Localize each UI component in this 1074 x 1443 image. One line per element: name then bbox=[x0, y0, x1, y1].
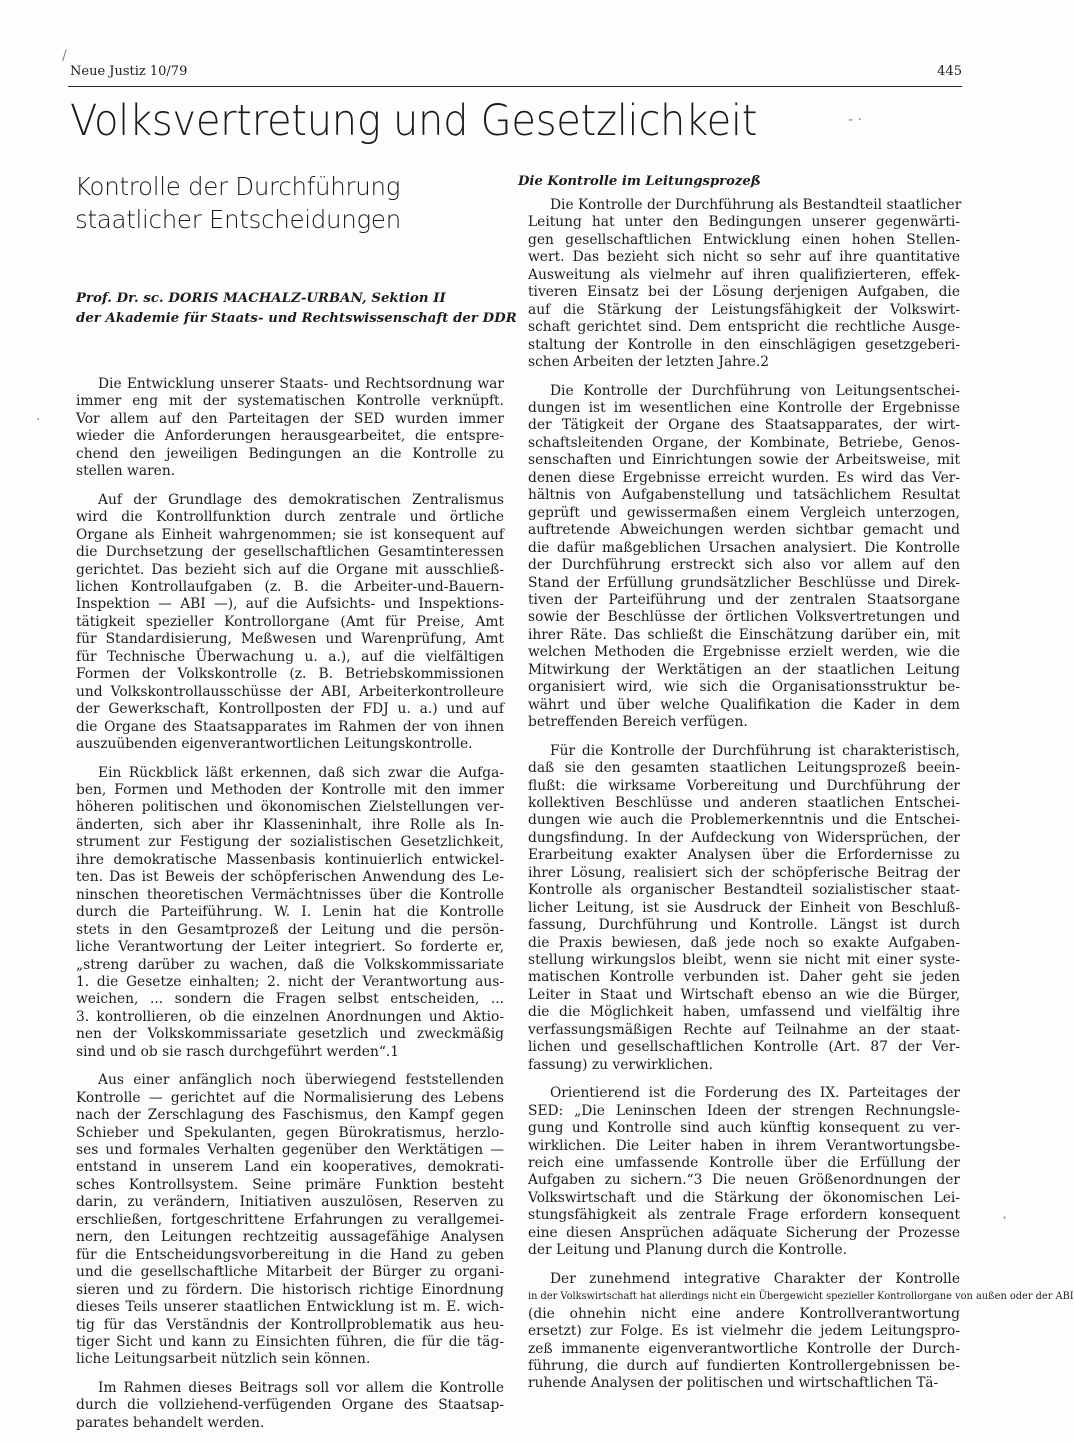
text-line: führung, die durch auf fundierten Kontrollergebnissen be- bbox=[528, 1358, 960, 1374]
text-line: matischen Kontrolle verbunden ist. Daher geht sie jeden bbox=[528, 969, 960, 986]
text-line: schaft gerichtet sind. Dem entspricht die rechtliche Ausge- bbox=[528, 319, 960, 336]
text-line: schen Arbeiten der letzten Jahre.2 bbox=[528, 354, 769, 371]
text-line: wert. Das bezieht sich nicht so sehr auf ihre quantitative bbox=[528, 249, 960, 266]
text-line: auf die Stärkung der Leistungsfähigkeit der Volkswirt- bbox=[528, 301, 960, 318]
text-line: Ausweitung als vielmehr auf ihren qualifizierteren, effek- bbox=[528, 266, 960, 283]
text-line: dieses Teils unserer staatlichen Entwicklung ist m. E. wich- bbox=[76, 1299, 504, 1316]
text-line: tätigkeit spezieller Kontrollorgane (Amt für Preise, Amt bbox=[76, 613, 504, 630]
text-line: für die Entscheidungsvorbereitung in die Hand zu geben bbox=[76, 1246, 504, 1263]
paragraph bbox=[528, 197, 960, 372]
text-line: nach der Zerschlagung des Faschismus, den Kampf gegen bbox=[76, 1107, 504, 1124]
text-line: betreffenden Bereich verfügen. bbox=[528, 714, 748, 731]
text-line: ihre demokratische Massenbasis kontinuierlich entwickel- bbox=[76, 851, 504, 868]
paragraph bbox=[76, 1380, 504, 1432]
paragraph bbox=[76, 1072, 504, 1369]
left-column bbox=[75, 170, 517, 1443]
text-line: ruhende Analysen der politischen und wirtschaftlichen Tä- bbox=[528, 1375, 939, 1392]
text-line: chend den jeweiligen Bedingungen an die Kontrolle zu bbox=[76, 445, 504, 462]
text-line: auszuübenden eigenverantwortlichen Leitungskontrolle. bbox=[76, 736, 473, 753]
text-line: die Organe des Staatsapparates im Rahmen der von ihnen bbox=[76, 718, 504, 735]
text-line: Volkswirtschaft und die Stärkung der ökonomischen Lei- bbox=[528, 1189, 960, 1206]
text-line: stellung wirkungslos bleibt, wenn sie nicht mit einer syste- bbox=[528, 952, 960, 969]
text-line: der Durchführung erstreckt sich also vor allem auf den bbox=[528, 557, 960, 574]
article-title-line: staatlicher Entscheidungen bbox=[75, 205, 401, 234]
text-line: darin, zu verändern, Initiativen auszulösen, Reserven zu bbox=[76, 1194, 504, 1211]
text-line: denen diese Ergebnisse erreicht wurden. Es wird das Ver- bbox=[528, 469, 960, 486]
text-line: geprüft und gewissermaßen einem Vergleich unterzogen, bbox=[528, 504, 960, 521]
text-line: kollektiven Beschlüsse und anderen staatlichen Entschei- bbox=[528, 794, 960, 811]
text-line: Auf der Grundlage des demokratischen Zentralismus bbox=[98, 491, 504, 508]
paragraph bbox=[76, 765, 504, 1062]
paragraph bbox=[76, 376, 504, 481]
section-title: Volksvertretung und Gesetzlichkeit bbox=[70, 96, 758, 146]
text-line: die dafür maßgeblichen Ursachen analysiert. Die Kontrolle bbox=[528, 539, 960, 556]
text-line: durch die vollziehend-verfügenden Organe des Staatsap- bbox=[76, 1397, 504, 1414]
text-line: Die Kontrolle der Durchführung als Bestandteil staatlicher bbox=[550, 197, 962, 213]
paragraph bbox=[528, 1270, 1074, 1393]
text-line: hältnis von Aufgabenstellung und tatsächlichem Resultat bbox=[528, 487, 960, 504]
text-line: tig für das Verständnis der Kontrollproblematik aus heu- bbox=[76, 1316, 504, 1333]
text-line: ihrer Lösung, realisiert sich der schöpferische Beitrag der bbox=[528, 864, 960, 881]
article-title bbox=[75, 170, 504, 236]
text-line: lichen und gesellschaftlichen Kontrolle (Art. 87 der Ver- bbox=[528, 1039, 960, 1056]
text-line: für Standardisierung, Meßwesen und Warenprüfung, Amt bbox=[76, 631, 504, 648]
text-line: erschließen, fortgeschrittene Erfahrungen zu verallgemei- bbox=[76, 1211, 504, 1228]
page-number: 445 bbox=[937, 64, 962, 79]
paragraph bbox=[528, 383, 960, 732]
author-line: Prof. Dr. sc. DORIS MACHALZ-URBAN, Sektion II bbox=[76, 291, 446, 306]
text-line: 1. die Gesetze einhalten; 2. nicht der Verantwortung aus- bbox=[76, 973, 504, 990]
journal-issue: Neue Justiz 10/79 bbox=[70, 64, 188, 79]
text-line: Vor allem auf den Parteitagen der SED wurden immer bbox=[76, 410, 504, 427]
text-line: tiveren Einsatz bei der Lösung derjenigen Aufgaben, die bbox=[528, 284, 960, 301]
text-line: durch die Parteiführung. W. I. Lenin hat die Kontrolle bbox=[76, 904, 504, 921]
text-line: ninschen theoretischen Vermächtnisses über die Kontrolle bbox=[76, 886, 504, 903]
article-title-line: Kontrolle der Durchführung bbox=[75, 172, 401, 201]
scan-mark: · bbox=[1002, 1208, 1008, 1227]
text-line: stellen waren. bbox=[76, 463, 176, 480]
text-line: die Durchsetzung der gesellschaftlichen Gesamtinteressen bbox=[76, 544, 504, 561]
text-line: höheren politischen und ökonomischen Zielstellungen ver- bbox=[76, 799, 504, 816]
text-line: fassung, Durchführung und Kontrolle. Längst ist durch bbox=[528, 917, 960, 934]
text-line: auftretende Abweichungen werden sichtbar gemacht und bbox=[528, 522, 960, 539]
text-line: in der Volkswirtschaft hat allerdings nicht ein Übergewicht spezieller Kontrollorgane von außen oder der ABI bbox=[528, 1291, 1074, 1303]
text-line: stungsfähigkeit als zentrale Frage erfordern konsequent bbox=[528, 1207, 960, 1224]
text-line: gung und Kontrolle sind auch künftig konsequent zu ver- bbox=[528, 1120, 960, 1137]
subheading: Die Kontrolle im Leitungsprozeß bbox=[518, 174, 761, 189]
text-line: SED: „Die Leninschen Ideen der strengen Rechnungsle- bbox=[528, 1102, 960, 1119]
text-line: gen gesellschaftlichen Entwicklung einen hohen Stellen- bbox=[528, 231, 960, 248]
text-line: ten. Das ist Beweis der schöpferischen Anwendung des Le- bbox=[76, 869, 504, 886]
text-line: dungsfindung. In der Aufdeckung von Widersprüchen, der bbox=[528, 829, 960, 846]
text-line: licher Leitung, ist sie Ausdruck der Einheit von Beschluß- bbox=[528, 899, 960, 916]
text-line: dungen wie auch die Problemerkenntnis und die Entschei- bbox=[528, 812, 960, 829]
text-line: schaftsleitenden Organe, der Kombinate, Betriebe, Genos- bbox=[528, 434, 960, 451]
text-line: Für die Kontrolle der Durchführung ist charakteristisch, bbox=[550, 742, 960, 759]
text-line: parates behandelt werden. bbox=[76, 1414, 265, 1431]
right-column-body bbox=[528, 197, 1074, 1393]
text-line: immer eng mit der systematischen Kontrolle verknüpft. bbox=[76, 393, 504, 410]
text-line: „streng darüber zu wachen, daß die Volkskommissariate bbox=[76, 956, 504, 973]
text-line: verfassungsmäßigen Rechte auf Teilnahme an der staat- bbox=[528, 1021, 960, 1038]
right-column bbox=[518, 172, 1074, 1404]
scan-mark: / bbox=[62, 48, 67, 64]
text-line: Der zunehmend integrative Charakter der Kontrolle bbox=[550, 1270, 960, 1287]
text-line: Kontrolle als organischer Bestandteil sozialistischer staat- bbox=[528, 882, 960, 899]
paragraph bbox=[76, 492, 504, 754]
paragraph bbox=[528, 1085, 960, 1260]
scan-mark: · bbox=[36, 412, 41, 428]
text-line: für Technische Überwachung u. a.), auf die vielfältigen bbox=[76, 648, 504, 665]
text-line: staltung der Kontrolle in den einschlägigen gesetzgeberi- bbox=[528, 336, 960, 353]
text-line: ihrer Räte. Das schließt die Einschätzung darüber ein, mit bbox=[528, 626, 960, 643]
text-line: und die gesellschaftliche Mitarbeit der Bürger zu organi- bbox=[76, 1264, 504, 1281]
text-line: die die Möglichkeit haben, umfassend und vielfältig ihre bbox=[528, 1004, 960, 1021]
author-byline bbox=[76, 289, 517, 329]
text-line: Schieber und Spekulanten, gegen Bürokratismus, herzlo- bbox=[76, 1124, 504, 1141]
text-line: Stand der Erfüllung grundsätzlicher Beschlüsse und Direk- bbox=[528, 574, 960, 591]
text-line: der Gewerkschaft, Kontrollposten der FDJ u. a.) und auf bbox=[76, 701, 504, 718]
running-head bbox=[70, 64, 962, 84]
text-line: organisiert wird, wie sich die Organisationsstruktur be- bbox=[528, 679, 960, 696]
text-line: Leiter in Staat und Wirtschaft ebenso an wie die Bürger, bbox=[528, 986, 960, 1003]
text-line: wieder die Anforderungen herausgearbeitet, die entspre- bbox=[76, 428, 504, 445]
text-line: dungen ist im wesentlichen eine Kontrolle der Ergebnisse bbox=[528, 399, 960, 416]
text-line: Mitwirkung der Werktätigen an der staatlichen Leitung bbox=[528, 661, 960, 678]
text-line: zeß immanente eigenverantwortliche Kontrolle der Durch- bbox=[528, 1340, 960, 1357]
text-line: Formen der Volkskontrolle (z. B. Betriebskommissionen bbox=[76, 666, 504, 683]
text-line: Die Kontrolle der Durchführung von Leitungsentschei- bbox=[550, 382, 960, 399]
text-line: stets in den Gesamtprozeß der Leitung und die persön- bbox=[76, 921, 504, 938]
left-column-body bbox=[76, 376, 504, 1432]
text-line: sowie der Beschlüsse der örtlichen Volksvertretungen und bbox=[528, 609, 960, 626]
text-line: Leitung hat unter den Bedingungen unserer gegenwärti- bbox=[528, 214, 960, 231]
text-line: flußt: die wirksame Vorbereitung und Durchführung der bbox=[528, 777, 960, 794]
text-line: wird die Kontrollfunktion durch zentrale und örtliche bbox=[76, 509, 504, 526]
text-line: fassung) zu verwirklichen. bbox=[528, 1056, 714, 1073]
text-line: liche Verantwortung der Leiter integriert. So forderte er, bbox=[76, 939, 504, 956]
text-line: Inspektion — ABI —), auf die Aufsichts- und Inspektions- bbox=[76, 596, 504, 613]
text-line: Im Rahmen dieses Beitrags soll vor allem die Kontrolle bbox=[98, 1379, 504, 1396]
text-line: tiven der Parteiführung und der zentralen Staatsorgane bbox=[528, 591, 960, 608]
text-line: die Praxis bewiesen, daß jede noch so exakte Aufgaben- bbox=[528, 934, 960, 951]
text-line: weichen, ... sondern die Fragen selbst entscheiden, ... bbox=[76, 991, 504, 1008]
text-line: daß sie den gesamten staatlichen Leitungsprozeß beein- bbox=[528, 760, 960, 777]
text-line: sieren und zu fördern. Die historisch richtige Einordnung bbox=[76, 1281, 504, 1298]
text-line: tiger Sicht und kann zu Einsichten führen, die für die täg- bbox=[76, 1334, 504, 1351]
text-line: der Tätigkeit der Organe des Staatsapparates, der wirt- bbox=[528, 417, 960, 434]
scan-mark: - · bbox=[848, 112, 862, 128]
text-line: strument zur Festigung der sozialistischen Gesetzlichkeit, bbox=[76, 834, 504, 851]
text-line: änderten, sich aber ihr Klasseninhalt, ihre Rolle als In- bbox=[76, 816, 504, 833]
text-line: liche Leitungsarbeit nützlich sein können. bbox=[76, 1351, 371, 1368]
text-line: sind und ob sie rasch durchgeführt werden“.1 bbox=[76, 1043, 400, 1060]
text-line: ses und formales Verhalten gegenüber den Werktätigen — bbox=[76, 1142, 504, 1159]
text-line: wirklichen. Die Leiter haben in ihrem Verantwortungsbe- bbox=[528, 1137, 960, 1154]
text-line: Organe als Einheit wahrgenommen; sie ist konsequent auf bbox=[76, 526, 504, 543]
text-line: (die ohnehin nicht eine andere Kontrollverantwortung bbox=[528, 1305, 960, 1322]
text-line: reich eine umfassende Kontrolle über die Erfüllung der bbox=[528, 1155, 960, 1172]
paragraph bbox=[528, 743, 960, 1075]
text-line: eine diesen Ansprüchen adäquate Sicherung der Prozesse bbox=[528, 1224, 960, 1241]
text-line: Orientierend ist die Forderung des IX. Parteitages der bbox=[550, 1085, 960, 1102]
text-line: welchen Methoden die Ergebnisse erzielt werden, wie die bbox=[528, 644, 960, 661]
text-line: sches Kontrollsystem. Seine primäre Funktion besteht bbox=[76, 1176, 504, 1193]
text-line: Kontrolle — gerichtet auf die Normalisierung des Lebens bbox=[76, 1089, 504, 1106]
text-line: Aufgaben zu sichern.“3 Die neuen Größenordnungen der bbox=[528, 1172, 960, 1189]
text-line: ben, Formen und Methoden der Kontrolle mit den immer bbox=[76, 781, 504, 798]
text-line: nern, den Leitungen rechtzeitig aussagefähige Analysen bbox=[76, 1229, 504, 1246]
text-line: Ein Rückblick läßt erkennen, daß sich zwar die Aufga- bbox=[98, 764, 504, 781]
text-line: nen der Volkskommissariate gesetzlich und zweckmäßig bbox=[76, 1026, 504, 1043]
text-line: gerichtet. Das bezieht sich auf die Organe mit ausschließ- bbox=[76, 561, 504, 578]
text-line: währt und über welche Qualifikation die Kader in dem bbox=[528, 696, 960, 713]
text-line: Erarbeitung exakter Analysen über die Erfordernisse zu bbox=[528, 847, 960, 864]
author-line: der Akademie für Staats- und Rechtswissenschaft der DDR bbox=[76, 311, 517, 326]
text-line: und Volkskontrollausschüsse der ABI, Arbeiterkontrolleure bbox=[76, 683, 504, 700]
text-line: ersetzt) zur Folge. Es ist vielmehr die jedem Leitungspro- bbox=[528, 1323, 960, 1340]
text-line: senschaften und Einrichtungen sowie der Arbeitsweise, mit bbox=[528, 452, 960, 469]
text-line: der Leitung und Planung durch die Kontrolle. bbox=[528, 1242, 848, 1259]
header-rule bbox=[68, 86, 962, 87]
text-line: Aus einer anfänglich noch überwiegend feststellenden bbox=[98, 1072, 504, 1089]
text-line: entstand in unserem Land ein kooperatives, demokrati- bbox=[76, 1159, 504, 1176]
text-line: lichen Kontrollaufgaben (z. B. die Arbeiter-und-Bauern- bbox=[76, 578, 504, 595]
text-line: Die Entwicklung unserer Staats- und Rechtsordnung war bbox=[98, 376, 504, 392]
text-line: 3. kontrollieren, ob die einzelnen Anordnungen und Aktio- bbox=[76, 1008, 504, 1025]
